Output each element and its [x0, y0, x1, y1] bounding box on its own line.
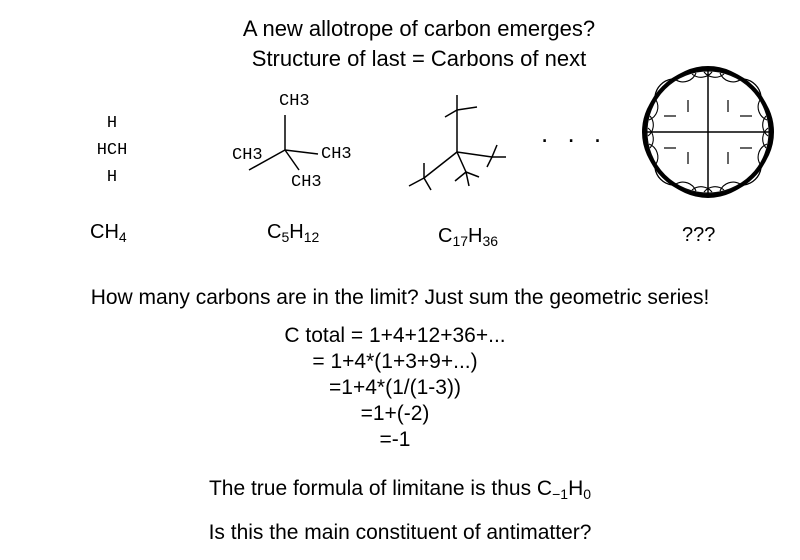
c17-skeleton	[409, 95, 506, 190]
methane-formula: $CH_4$	[90, 221, 127, 245]
neopentane-right-label: CH3	[321, 145, 352, 164]
header-line-2: Structure of last = Carbons of next	[251, 46, 587, 71]
neopentane-left-label: CH3	[232, 146, 263, 165]
neopentane-bonds	[249, 115, 318, 170]
question-text: How many carbons are in the limit? Just sum the geometric series!	[90, 286, 710, 309]
header-line-1: A new allotrope of carbon emerges?	[242, 16, 596, 41]
series-computation	[0, 323, 790, 453]
series-line-2: = 1+4*(1+3+9+...)	[312, 350, 478, 373]
limit-formula: ???	[682, 224, 716, 246]
neopentane-bottom-label: CH3	[291, 173, 322, 192]
third-formula: $C_{17}H_{36}$	[438, 225, 499, 249]
series-line-3: =1+4*(1/(1-3))	[329, 376, 461, 399]
methane-row-3: H	[106, 168, 118, 187]
neopentane-top-label: CH3	[279, 92, 310, 111]
neopentane-formula: $C_5H_{12}$	[267, 221, 320, 245]
series-line-4: =1+(-2)	[360, 402, 430, 425]
final-question: Is this the main constituent of antimatter?	[208, 521, 592, 544]
series-line-5: =-1	[379, 428, 411, 451]
methane-row-1: H	[106, 114, 118, 133]
hyperbolic-disk	[643, 67, 774, 198]
conclusion-text: The true formula of limitane is thus $C_{-1}H_0$	[208, 477, 592, 502]
methane-row-2: HCH	[96, 141, 128, 160]
series-line-1: C total = 1+4+12+36+...	[284, 324, 506, 347]
ellipsis: . . .	[541, 118, 608, 148]
